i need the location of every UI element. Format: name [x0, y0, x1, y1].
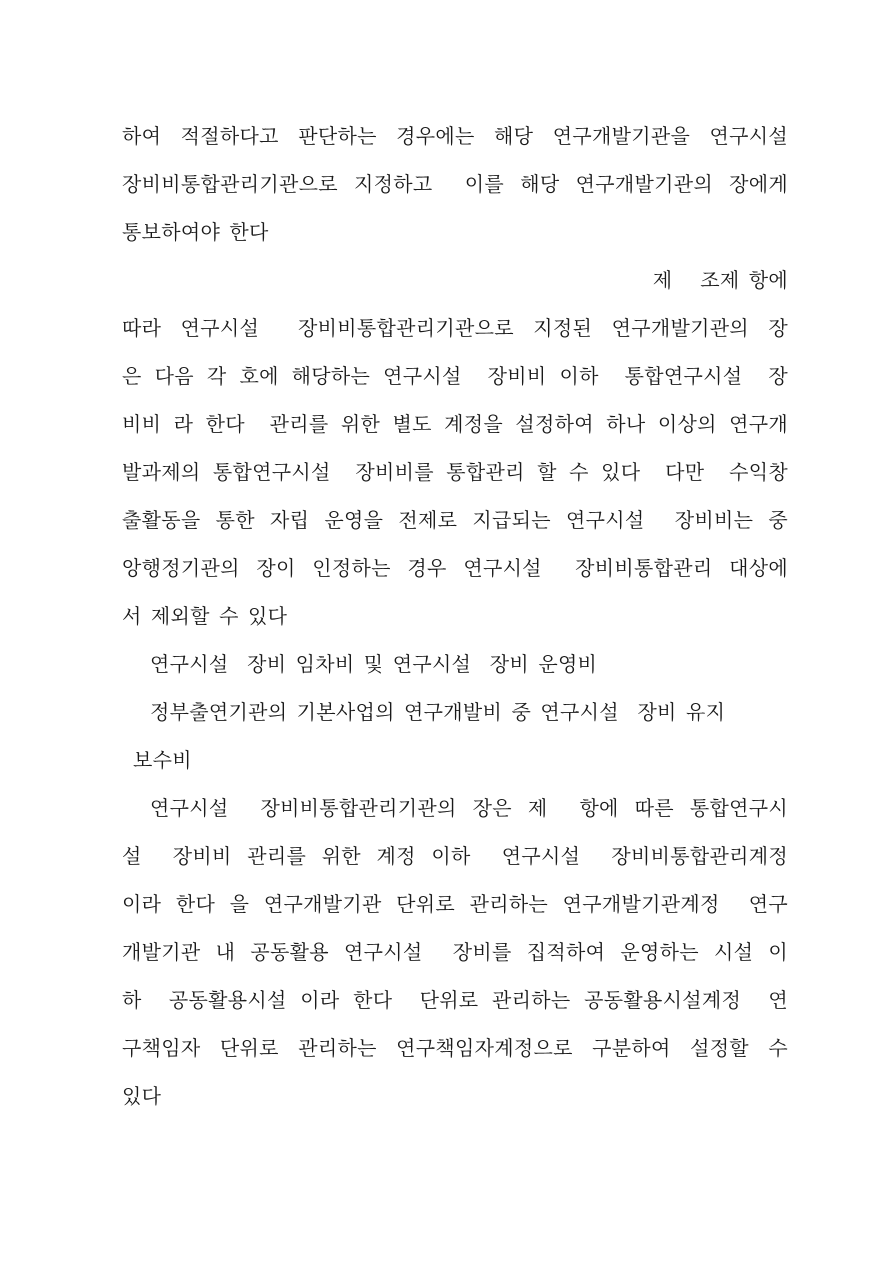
- text-line-19: 하 공동활용시설 이라 한다 단위로 관리하는 공동활용시설계정 연: [122, 990, 788, 1012]
- text-line-1: 하여 적절하다고 판단하는 경우에는 해당 연구개발기관을 연구시설: [122, 126, 788, 148]
- text-line-13: 정부출연기관의 기본사업의 연구개발비 중 연구시설 장비 유지: [150, 702, 726, 724]
- text-line-8: 발과제의 통합연구시설 장비비를 통합관리 할 수 있다 다만 수익창: [122, 462, 788, 484]
- text-line-17: 이라 한다 을 연구개발기관 단위로 관리하는 연구개발기관계정 연구: [122, 894, 788, 916]
- text-line-16: 설 장비비 관리를 위한 계정 이하 연구시설 장비비통합관리계정: [122, 846, 788, 868]
- text-line-4: 제 조제 항에: [652, 270, 788, 292]
- text-line-15: 연구시설 장비비통합관리기관의 장은 제 항에 따른 통합연구시: [150, 798, 788, 820]
- text-line-14: 보수비: [133, 750, 192, 772]
- text-line-10: 앙행정기관의 장이 인정하는 경우 연구시설 장비비통합관리 대상에: [122, 558, 788, 580]
- text-line-11: 서 제외할 수 있다: [122, 606, 288, 628]
- text-line-12: 연구시설 장비 임차비 및 연구시설 장비 운영비: [150, 654, 598, 676]
- text-line-20: 구책임자 단위로 관리하는 연구책임자계정으로 구분하여 설정할 수: [122, 1038, 788, 1060]
- text-line-2: 장비비통합관리기관으로 지정하고 이를 해당 연구개발기관의 장에게: [122, 174, 788, 196]
- text-line-9: 출활동을 통한 자립 운영을 전제로 지급되는 연구시설 장비비는 중: [122, 510, 788, 532]
- text-line-5: 따라 연구시설 장비비통합관리기관으로 지정된 연구개발기관의 장: [122, 318, 788, 340]
- text-line-3: 통보하여야 한다: [122, 222, 269, 244]
- text-line-7: 비비 라 한다 관리를 위한 별도 계정을 설정하여 하나 이상의 연구개: [122, 414, 788, 436]
- text-line-21: 있다: [122, 1086, 162, 1108]
- text-line-18: 개발기관 내 공동활용 연구시설 장비를 집적하여 운영하는 시설 이: [122, 942, 788, 964]
- text-line-6: 은 다음 각 호에 해당하는 연구시설 장비비 이하 통합연구시설 장: [122, 366, 788, 388]
- document-text-block: [122, 113, 788, 1121]
